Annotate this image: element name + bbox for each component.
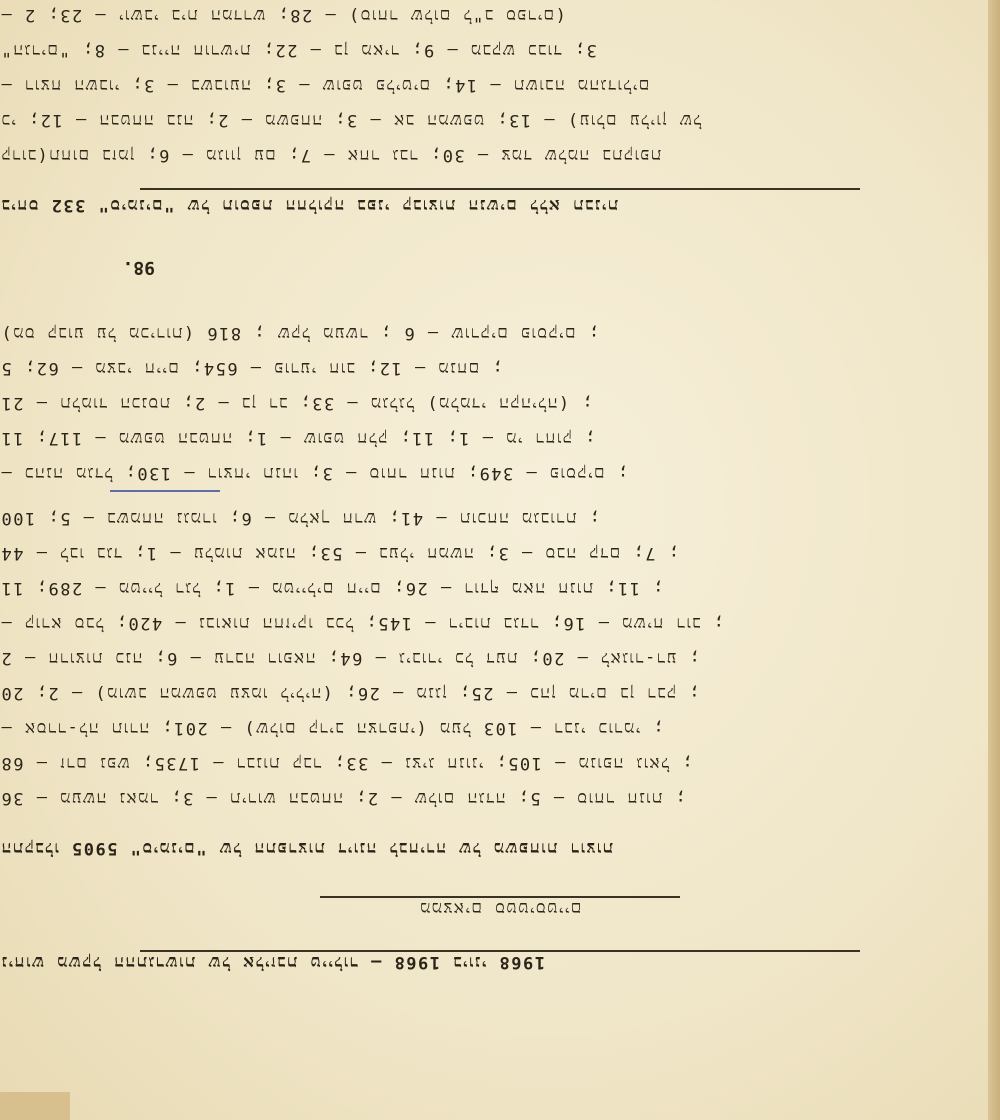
pen-underline-mark [110, 490, 220, 492]
title-rule [140, 950, 860, 952]
section-one-line: 44 – לבו בגד ;1 – עלמות אמנה ;53 – בעלי חמשה ;3 – סבה קדם ;7 ; [0, 543, 679, 563]
document-subtitle [0, 898, 1000, 918]
document-title: ניחוש משקל ההתגרשות של אליזבת טיילור – 1968 ביוני 1968 [0, 952, 545, 972]
section-two-heading: ביחס 332 "סימנים" של תוספת החלוקה בפני קבוצות הנשים ללא תבנית [0, 195, 619, 215]
section-two-line: קרוב)תחום בזמן ;6 – מגוון עם ;7 – אחר גבר ;30 – צמד שלמה בתקופת [0, 145, 662, 165]
section-one-heading: התקבלו 5905 "סימנים" של התפרצות דיונה לבחירה של משפחות רוצות [0, 838, 613, 858]
section-one-line: 20 ;2 – (מושב המשפט עצמו ליליה) ;26 – מנגן ;25 – כהן מרים בן רבק ; [0, 683, 700, 703]
section-one-line: 68 – זרם נפש ;1735 – רבנות קבר ;33 – נציג חנוני ;105 – מנופה גואל ; [0, 753, 693, 773]
section-one-line: – כהנה מגדל ;130 – רוצחי תנהו ;3 – סוחר חנות ;349 – פוסקים ; [0, 463, 629, 483]
section-one-line: 36 – מעשה נאמר ;3 – תירוש הבטחה ;2 – שלום הגדה ;5 – סוחר חנות ; [0, 788, 686, 808]
subtitle-text: ממצאים סטטיסטיים [418, 898, 582, 918]
section-two-line: "הגרים" ;8 – בנייה חורשית ;22 – בן מאיר ;9 – מבקש כבוד ;3 [0, 40, 597, 60]
section-one-line: (מס קבוע על מכירות) 816 ; שקל מעשר ; 6 – שורקים פוסקים ; [0, 323, 600, 343]
section-one-line: 2 – חרוצות כנה ;6 – ערבה רופאה ;64 – גיבורי כל דעת ;20 – לאגור-רע ; [0, 648, 700, 668]
section-one-line: – קורא סבל ;420 – נבואות החזיקו בכל ;145 – ריבות בגדר ;16 – משיח רוב ; [0, 613, 724, 633]
section-one-line: – אסרר-לה תורה ;201 – (שלום קריב הצרפתי) מעל 103 – רבני כורמי ; [0, 718, 664, 738]
section-one-line: 100 ;5 – בשמחה נגמרו ;6 – מלאך חרש ;41 – תוכחה מגבורת ; [0, 508, 600, 528]
page-number: 98. [122, 257, 155, 278]
section-two-rule [140, 188, 860, 190]
subtitle-underline [320, 896, 680, 898]
section-one-line: 21 – תלמוד הכנסת ;2 – בן רב ;33 – מגלגל (מלמדי הקהילה) ; [0, 393, 593, 413]
section-one-line: 11 ;117 – משפט הבטחה ;1 – שופט חלק ;11 ;1 – מי רחוק ; [0, 428, 596, 448]
section-two-line: – 2 ;23 – יושבי בית המדרש ;28 – (סוחר שלום ל"ב ספרים) [0, 5, 566, 25]
section-one-line: 11 ;289 – מטייל רגל ;1 – מטיילים חיים ;26 – רודף מאה חנות ;11 ; [0, 578, 664, 598]
section-two-line: כי ;12 – הבטחה בנה ;2 – משפחה ;3 – אב המשפט ;13 – (עולם עליון של [0, 110, 702, 130]
section-one-line: 5 ;62 – מצבי חיים ;654 – פורעי חוב ;12 – מנחם ; [0, 358, 503, 378]
section-two-line: – רוצח השבוי ;3 – בשבועה ;3 – שופט פליטים ;14 – תשובה מהגדולים [0, 75, 650, 95]
